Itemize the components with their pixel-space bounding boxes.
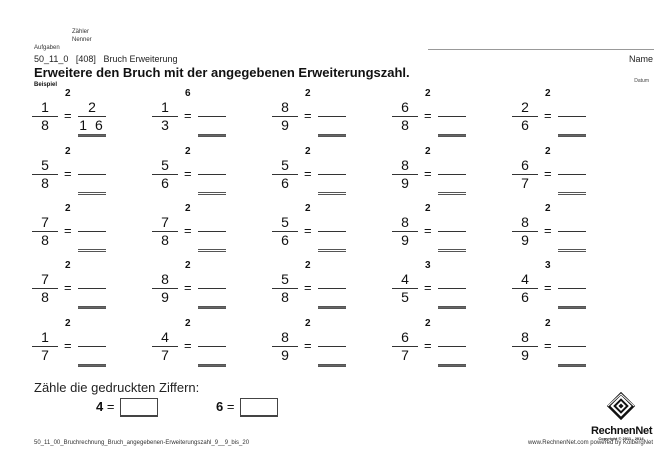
answer-denominator-line[interactable]: [318, 134, 346, 137]
answer-denominator-line[interactable]: [558, 192, 586, 195]
expansion-factor: 2: [425, 318, 431, 329]
given-fraction: [32, 100, 58, 133]
fraction-problem: [152, 203, 242, 259]
answer-denominator-line[interactable]: [198, 364, 226, 367]
expansion-factor: 2: [65, 203, 71, 214]
sheet-topic: Bruch Erweiterung: [103, 54, 178, 64]
spiral-logo-icon: [604, 392, 638, 420]
answer-denominator-line[interactable]: [78, 306, 106, 309]
answer-fraction-bar: [198, 231, 226, 232]
denominator: 9: [281, 347, 289, 363]
denominator: 5: [401, 289, 409, 305]
fraction-problem: [272, 203, 362, 259]
answer-denominator-line[interactable]: [438, 364, 466, 367]
equals-sign: =: [304, 280, 312, 295]
answer-fraction-bar: [198, 346, 226, 347]
expansion-factor: 2: [185, 203, 191, 214]
expansion-factor: 2: [545, 203, 551, 214]
expansion-factor: 2: [305, 88, 311, 99]
fraction-problem: [32, 260, 122, 316]
example-label: Beispiel: [34, 82, 58, 88]
given-fraction: [32, 330, 58, 363]
given-fraction: [392, 215, 418, 248]
given-fraction: [152, 330, 178, 363]
equals-sign: =: [304, 108, 312, 123]
fraction-problem: [512, 260, 602, 316]
denominator: 7: [521, 175, 529, 191]
denominator: 7: [401, 347, 409, 363]
expansion-factor: 2: [185, 260, 191, 271]
numerator: 6: [401, 329, 409, 345]
answer-fraction-bar: [318, 116, 346, 117]
expansion-factor: 2: [305, 318, 311, 329]
numerator: 1: [41, 99, 49, 115]
answer-fraction-bar: [78, 288, 106, 289]
expansion-factor: 2: [425, 88, 431, 99]
answer-denominator-line[interactable]: [78, 134, 106, 137]
expansion-factor: 3: [545, 260, 551, 271]
denominator: 6: [521, 289, 529, 305]
rechnennet-logo: [591, 392, 651, 440]
equals-sign: =: [304, 166, 312, 181]
expansion-factor: 2: [65, 318, 71, 329]
answer-denominator-line[interactable]: [438, 249, 466, 252]
given-fraction: [32, 215, 58, 248]
legend-nenner: Nenner: [72, 37, 92, 43]
fraction-problem: [272, 88, 362, 144]
answer-fraction-bar: [438, 288, 466, 289]
answer-fraction-bar: [78, 346, 106, 347]
answer-denominator-line[interactable]: [438, 192, 466, 195]
given-fraction: [152, 272, 178, 305]
denominator: 9: [401, 232, 409, 248]
given-fraction: [512, 215, 538, 248]
equals-sign: =: [544, 338, 552, 353]
logo-copyright: Copyright © 2011 - 2014: [598, 436, 644, 441]
expansion-factor: 2: [305, 146, 311, 157]
equals-sign: =: [424, 338, 432, 353]
given-fraction: [32, 272, 58, 305]
numerator: 1: [41, 329, 49, 345]
given-fraction: [392, 330, 418, 363]
count-title: Zähle die gedruckten Ziffern:: [34, 380, 200, 395]
denominator: 9: [521, 347, 529, 363]
name-line[interactable]: [428, 49, 654, 50]
answer-denominator-line[interactable]: [318, 249, 346, 252]
denominator: 8: [41, 289, 49, 305]
sheet-code-line: [34, 54, 177, 64]
answer-fraction-bar: [558, 231, 586, 232]
given-fraction: [512, 330, 538, 363]
expansion-factor: 2: [305, 260, 311, 271]
equals-sign: =: [184, 338, 192, 353]
expansion-factor: 3: [425, 260, 431, 271]
equals-sign: =: [424, 280, 432, 295]
numerator: 8: [281, 99, 289, 115]
numerator: 8: [161, 271, 169, 287]
expansion-factor: 2: [545, 318, 551, 329]
answer-fraction-bar: [198, 174, 226, 175]
fraction-problem: [392, 146, 482, 202]
numerator: 5: [161, 157, 169, 173]
given-fraction: [392, 100, 418, 133]
fraction-problem: [272, 318, 362, 374]
equals-sign: =: [544, 166, 552, 181]
answer-fraction-bar: [438, 174, 466, 175]
denominator: 7: [41, 347, 49, 363]
numerator: 5: [281, 271, 289, 287]
equals-sign: =: [304, 338, 312, 353]
answer-denominator-line[interactable]: [198, 192, 226, 195]
given-fraction: [272, 215, 298, 248]
fraction-problem: [32, 146, 122, 202]
equals-sign: =: [544, 108, 552, 123]
sheet-code: 50_11_0: [34, 54, 69, 64]
numerator: 8: [521, 214, 529, 230]
answer-denominator-line[interactable]: [78, 249, 106, 252]
numerator: 6: [521, 157, 529, 173]
legend-zaehler: Zähler: [72, 29, 90, 35]
equals-sign: =: [64, 280, 72, 295]
equals-sign: =: [64, 108, 72, 123]
expansion-factor: 2: [65, 260, 71, 271]
denominator: 8: [41, 117, 49, 133]
answer-fraction-bar: [438, 231, 466, 232]
expansion-factor: 2: [545, 88, 551, 99]
fraction-problem: [152, 88, 242, 144]
given-fraction: [272, 272, 298, 305]
numerator: 1: [161, 99, 169, 115]
fraction-problem: [512, 146, 602, 202]
count-digit: 4: [96, 398, 104, 414]
count-item-4: [96, 398, 158, 417]
denominator: 9: [521, 232, 529, 248]
answer-fraction-bar: [438, 346, 466, 347]
answer-fraction-bar: [318, 346, 346, 347]
answer-denominator-line[interactable]: [438, 134, 466, 137]
fraction-problem: [272, 260, 362, 316]
fraction-problem: [392, 260, 482, 316]
denominator: 8: [401, 117, 409, 133]
answer-fraction-bar: [558, 116, 586, 117]
given-fraction: [152, 158, 178, 191]
numerator: 5: [41, 157, 49, 173]
footer-filename: 50_11_00_Bruchrechnung_Bruch_angegebenen-Erweiterungszahl_9__9_bis_20: [34, 440, 250, 446]
denominator: 8: [161, 232, 169, 248]
equals-sign: =: [184, 108, 192, 123]
given-fraction: [392, 158, 418, 191]
denominator: 6: [161, 175, 169, 191]
answer-fraction-bar: [558, 174, 586, 175]
date-label: Datum: [634, 78, 649, 84]
denominator: 7: [161, 347, 169, 363]
answer-denominator-line[interactable]: [318, 192, 346, 195]
numerator: 8: [521, 329, 529, 345]
fraction-problem: [512, 318, 602, 374]
answer-denominator[interactable]: 1 6: [79, 117, 105, 133]
answer-fraction-bar: [558, 346, 586, 347]
count-equals: =: [106, 398, 115, 414]
equals-sign: =: [184, 223, 192, 238]
expansion-factor: 6: [185, 88, 191, 99]
denominator: 9: [281, 117, 289, 133]
answer-fraction-bar: [78, 231, 106, 232]
answer-numerator[interactable]: 2: [88, 99, 96, 115]
sheet-number: [408]: [75, 54, 96, 64]
legend-aufgaben: Aufgaben: [34, 45, 60, 51]
numerator: 8: [401, 157, 409, 173]
fraction-problem: [152, 318, 242, 374]
given-fraction: [512, 100, 538, 133]
given-fraction: [152, 100, 178, 133]
equals-sign: =: [64, 338, 72, 353]
given-fraction: [272, 100, 298, 133]
equals-sign: =: [304, 223, 312, 238]
expansion-factor: 2: [425, 203, 431, 214]
count-input-4[interactable]: [120, 398, 158, 417]
count-item-6: [216, 398, 278, 417]
equals-sign: =: [184, 166, 192, 181]
fraction-problem: [392, 88, 482, 144]
denominator: 6: [281, 232, 289, 248]
fraction-problem: [32, 318, 122, 374]
answer-fraction-bar: [318, 288, 346, 289]
denominator: 6: [521, 117, 529, 133]
answer-denominator-line[interactable]: [558, 249, 586, 252]
denominator: 8: [41, 175, 49, 191]
fraction-problem: [152, 146, 242, 202]
numerator: 7: [41, 271, 49, 287]
equals-sign: =: [424, 223, 432, 238]
count-equals: =: [226, 398, 235, 414]
given-fraction: [392, 272, 418, 305]
numerator: 7: [161, 214, 169, 230]
answer-denominator-line[interactable]: [438, 306, 466, 309]
given-fraction: [32, 158, 58, 191]
fraction-problem: [152, 260, 242, 316]
answer-fraction-bar: [318, 174, 346, 175]
numerator: 7: [41, 214, 49, 230]
answer-denominator-line[interactable]: [318, 364, 346, 367]
answer-fraction-bar: [198, 288, 226, 289]
expansion-factor: 2: [185, 146, 191, 157]
answer-denominator-line[interactable]: [558, 306, 586, 309]
numerator: 6: [401, 99, 409, 115]
fraction-problem: [512, 88, 602, 144]
equals-sign: =: [64, 223, 72, 238]
equals-sign: =: [424, 166, 432, 181]
name-label: Name: [628, 54, 653, 64]
expansion-factor: 2: [425, 146, 431, 157]
equals-sign: =: [424, 108, 432, 123]
fraction-problem: [392, 203, 482, 259]
numerator: 8: [401, 214, 409, 230]
fraction-problem: [32, 203, 122, 259]
denominator: 9: [401, 175, 409, 191]
answer-denominator-line[interactable]: [78, 364, 106, 367]
given-fraction: [272, 330, 298, 363]
numerator: 4: [401, 271, 409, 287]
answer-fraction-bar: [318, 231, 346, 232]
fraction-problem: [512, 203, 602, 259]
answer-denominator-line[interactable]: [318, 306, 346, 309]
footer-site-link[interactable]: www.RechnenNet.com powered by KolbergNet: [527, 440, 653, 446]
fraction-problem: [272, 146, 362, 202]
answer-fraction-bar: [78, 174, 106, 175]
denominator: 8: [41, 232, 49, 248]
answer-denominator-line[interactable]: [198, 306, 226, 309]
answer-denominator-line[interactable]: [198, 249, 226, 252]
equals-sign: =: [544, 280, 552, 295]
expansion-factor: 2: [65, 88, 71, 99]
example-problem: [32, 88, 122, 144]
fraction-problem: [392, 318, 482, 374]
answer-fraction-bar: [438, 116, 466, 117]
expansion-factor: 2: [545, 146, 551, 157]
numerator: 8: [281, 329, 289, 345]
page-title: Erweitere den Bruch mit der angegebenen Erweiterungszahl.: [34, 65, 410, 80]
given-fraction: [272, 158, 298, 191]
answer-fraction-bar: [198, 116, 226, 117]
equals-sign: =: [544, 223, 552, 238]
equals-sign: =: [64, 166, 72, 181]
equals-sign: =: [184, 280, 192, 295]
count-digit: 6: [216, 398, 224, 414]
answer-denominator-line[interactable]: [558, 364, 586, 367]
denominator: 8: [281, 289, 289, 305]
expansion-factor: 2: [185, 318, 191, 329]
denominator: 3: [161, 117, 169, 133]
numerator: 2: [521, 99, 529, 115]
given-fraction: [512, 158, 538, 191]
numerator: 5: [281, 157, 289, 173]
answer-fraction-bar: [558, 288, 586, 289]
answer-denominator-line[interactable]: [558, 134, 586, 137]
numerator: 4: [521, 271, 529, 287]
expansion-factor: 2: [305, 203, 311, 214]
given-fraction: [512, 272, 538, 305]
answer-denominator-line[interactable]: [198, 134, 226, 137]
denominator: 9: [161, 289, 169, 305]
logo-name: RechnenNet: [591, 425, 653, 437]
numerator: 5: [281, 214, 289, 230]
expansion-factor: 2: [65, 146, 71, 157]
answer-denominator-line[interactable]: [78, 192, 106, 195]
given-fraction: [152, 215, 178, 248]
denominator: 6: [281, 175, 289, 191]
numerator: 4: [161, 329, 169, 345]
count-input-6[interactable]: [240, 398, 278, 417]
